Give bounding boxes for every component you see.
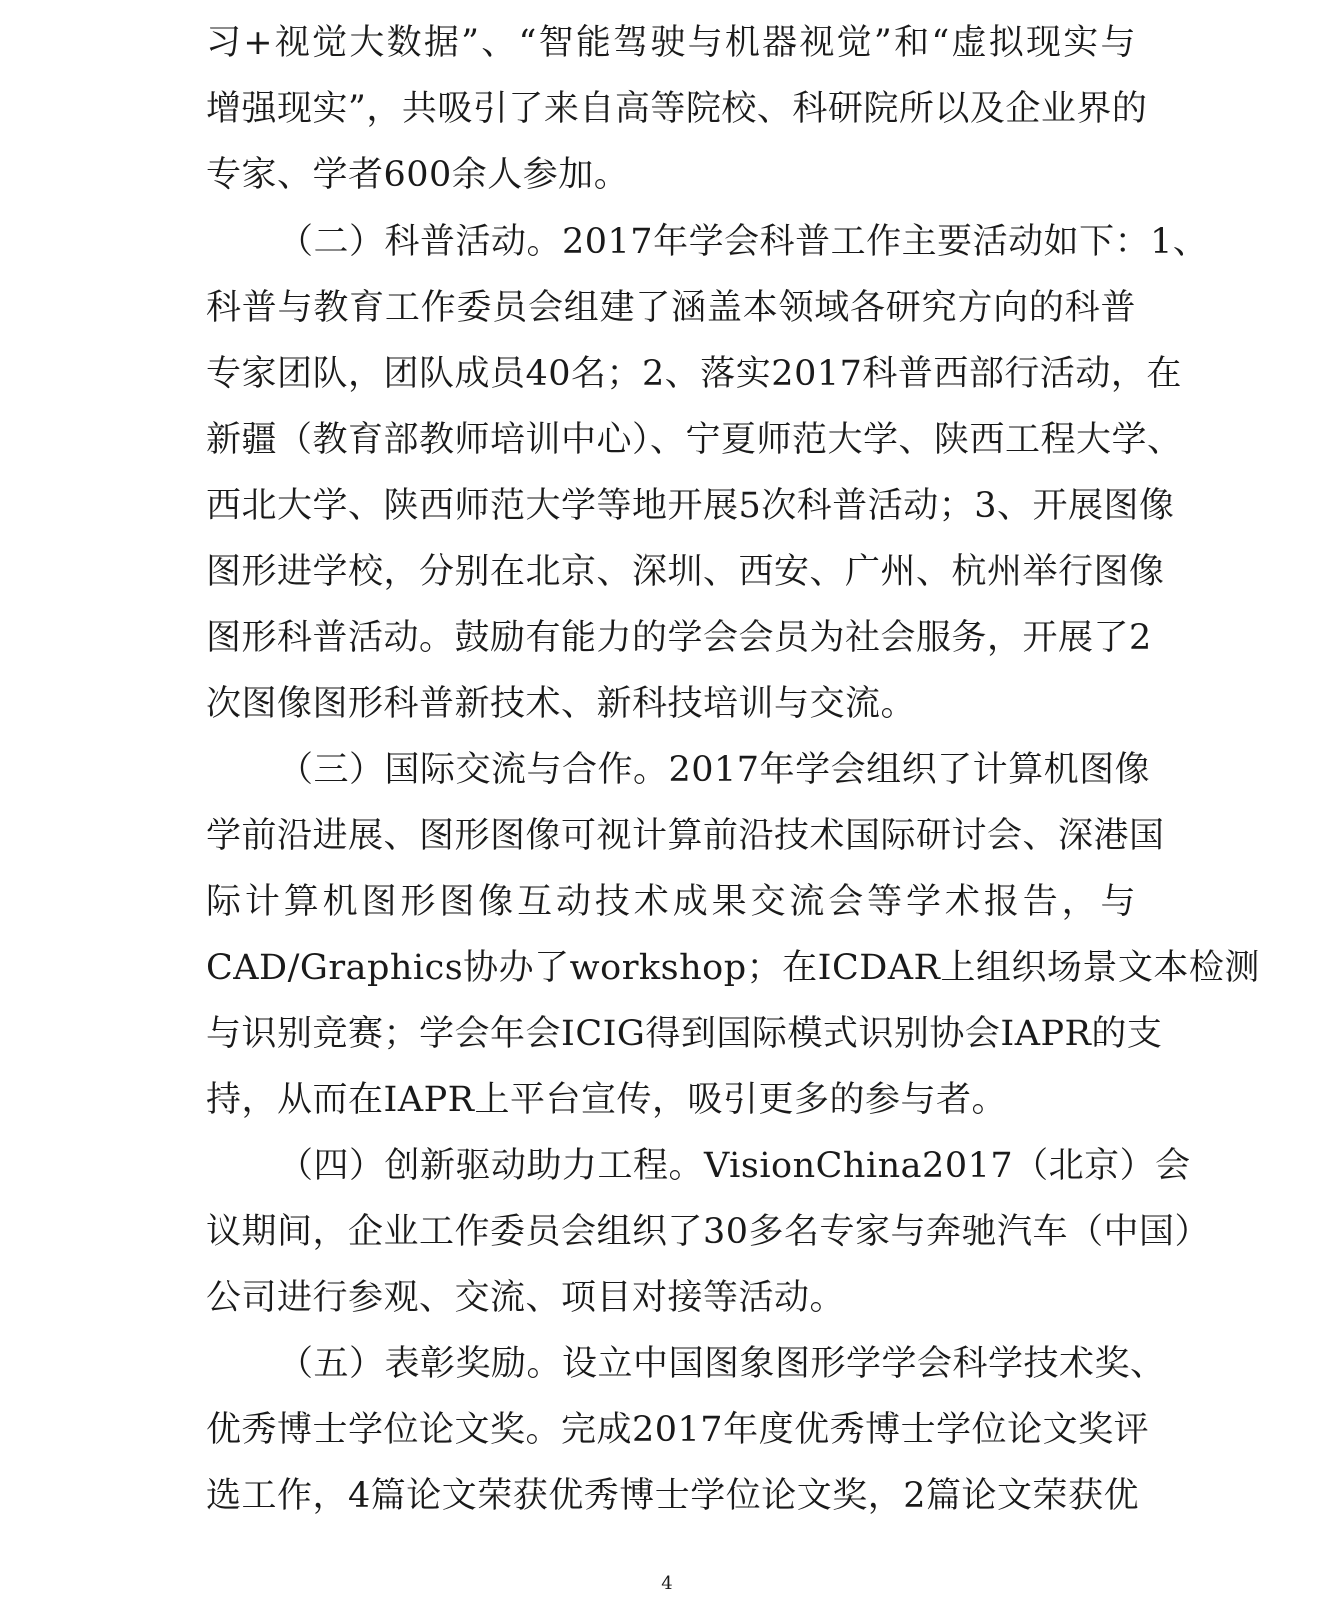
section-heading-line: （三）国际交流与合作。2017年学会组织了计算机图像 xyxy=(278,750,1151,790)
text-line: 议期间，企业工作委员会组织了30多名专家与奔驰汽车（中国） xyxy=(206,1212,1211,1252)
text-line: 专家、学者600余人参加。 xyxy=(206,155,630,195)
text-line: 学前沿进展、图形图像可视计算前沿技术国际研讨会、深港国 xyxy=(206,816,1165,856)
text-line: 习+视觉大数据”、“智能驾驶与机器视觉”和“虚拟现实与 xyxy=(206,23,1136,63)
text-line: 优秀博士学位论文奖。完成2017年度优秀博士学位论文奖评 xyxy=(206,1410,1150,1450)
section-heading-line: （二）科普活动。2017年学会科普工作主要活动如下：1、 xyxy=(278,222,1209,262)
text-line: 选工作，4篇论文荣获优秀博士学位论文奖，2篇论文荣获优 xyxy=(206,1476,1140,1516)
text-line: 公司进行参观、交流、项目对接等活动。 xyxy=(206,1278,846,1318)
text-line: CAD/Graphics协办了workshop；在ICDAR上组织场景文本检测 xyxy=(206,948,1260,988)
text-line: 新疆（教育部教师培训中心）、宁夏师范大学、陕西工程大学、 xyxy=(206,420,1183,460)
text-line: 持，从而在IAPR上平台宣传，吸引更多的参与者。 xyxy=(206,1080,1008,1120)
text-line: 图形进学校，分别在北京、深圳、西安、广州、杭州举行图像 xyxy=(206,552,1165,592)
text-line: 专家团队，团队成员40名；2、落实2017科普西部行活动，在 xyxy=(206,354,1182,394)
text-line: 西北大学、陕西师范大学等地开展5次科普活动；3、开展图像 xyxy=(206,486,1175,526)
section-heading-line: （四）创新驱动助力工程。VisionChina2017（北京）会 xyxy=(278,1146,1191,1186)
text-line: 际计算机图形图像互动技术成果交流会等学术报告，与 xyxy=(206,882,1136,922)
section-heading-line: （五）表彰奖励。设立中国图象图形学学会科学技术奖、 xyxy=(278,1344,1166,1384)
text-line: 图形科普活动。鼓励有能力的学会会员为社会服务，开展了2 xyxy=(206,618,1152,658)
text-line: 增强现实”，共吸引了来自高等院校、科研院所以及企业界的 xyxy=(206,89,1148,129)
page-number: 4 xyxy=(661,1573,673,1594)
text-line: 次图像图形科普新技术、新科技培训与交流。 xyxy=(206,684,917,724)
text-line: 与识别竞赛；学会年会ICIG得到国际模式识别协会IAPR的支 xyxy=(206,1014,1163,1054)
text-line: 科普与教育工作委员会组建了涵盖本领域各研究方向的科普 xyxy=(206,288,1136,328)
